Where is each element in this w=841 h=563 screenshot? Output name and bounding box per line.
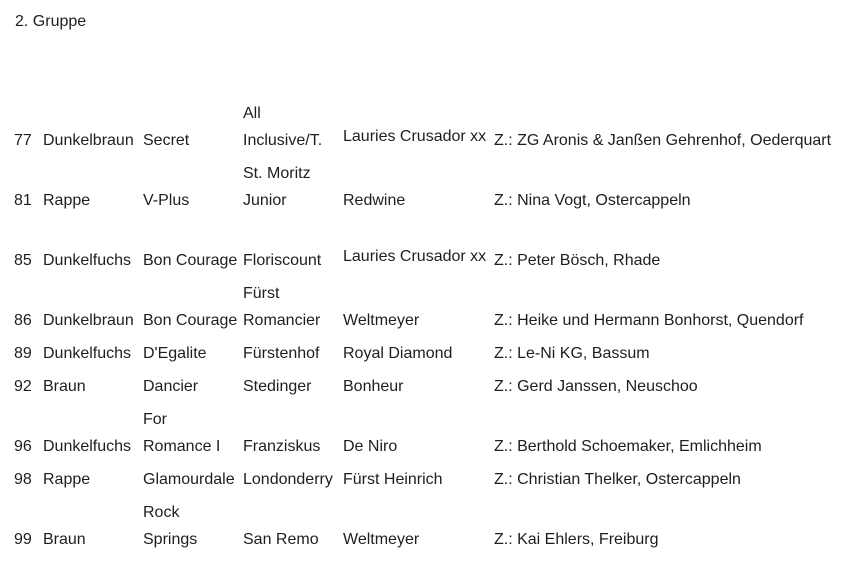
table-row: [14, 493, 839, 553]
table-row: [14, 154, 839, 214]
table-row: [14, 334, 839, 367]
table-row: [14, 367, 839, 400]
horse-name: Dancier: [143, 378, 199, 395]
horse-number: 92: [14, 378, 32, 395]
horse-dam-sire: Redwine: [343, 192, 406, 209]
horse-sire: Floriscount: [243, 252, 322, 269]
horse-dam-sire: Weltmeyer: [343, 312, 420, 329]
horse-name: For Romance I: [143, 411, 221, 455]
horse-name: Glamourdale: [143, 471, 235, 488]
horse-table: [14, 94, 839, 553]
horse-sire: Londonderry: [243, 471, 333, 488]
horse-name: Rock Springs: [143, 504, 198, 548]
table-row: [14, 460, 839, 493]
horse-name: V-Plus: [143, 192, 190, 209]
horse-color: Braun: [43, 531, 86, 548]
horse-color: Dunkelbraun: [43, 312, 134, 329]
horse-number: 89: [14, 345, 32, 362]
horse-name: Secret: [143, 132, 190, 149]
horse-color: Rappe: [43, 471, 91, 488]
horse-color: Dunkelfuchs: [43, 438, 132, 455]
horse-breeder: Z.: Gerd Janssen, Neuschoo: [494, 378, 698, 395]
horse-color: Dunkelfuchs: [43, 252, 132, 269]
horse-number: 85: [14, 252, 32, 269]
horse-breeder: Z.: Berthold Schoemaker, Emlichheim: [494, 438, 762, 455]
horse-color: Rappe: [43, 192, 91, 209]
horse-dam-sire: Weltmeyer: [343, 531, 420, 548]
horse-number: 77: [14, 132, 32, 149]
horse-number: 98: [14, 471, 32, 488]
horse-breeder: Z.: ZG Aronis & Janßen Gehrenhof, Oederquart: [494, 132, 832, 149]
horse-dam-sire: De Niro: [343, 438, 398, 455]
table-row: [14, 274, 839, 334]
horse-sire: All Inclusive/T.: [243, 105, 323, 149]
horse-dam-sire-text: Lauries Crusador xx: [343, 128, 487, 145]
group-heading: 2. Gruppe: [15, 13, 87, 30]
horse-number: 99: [14, 531, 32, 548]
horse-dam-sire: Bonheur: [343, 378, 404, 395]
horse-sire: Franziskus: [243, 438, 321, 455]
horse-breeder: Z.: Le-Ni KG, Bassum: [494, 345, 650, 362]
horse-dam-sire: [343, 94, 494, 154]
horse-breeder: Z.: Nina Vogt, Ostercappeln: [494, 192, 691, 209]
horse-sire: San Remo: [243, 531, 319, 548]
table-row: [14, 400, 839, 460]
horse-number: 86: [14, 312, 32, 329]
table-row: [14, 214, 839, 274]
horse-breeder: Z.: Peter Bösch, Rhade: [494, 252, 661, 269]
horse-dam-sire-text: Lauries Crusador xx: [343, 248, 487, 265]
horse-color: Dunkelbraun: [43, 132, 134, 149]
horse-sire: Fürst Romancier: [243, 285, 321, 329]
horse-number: 96: [14, 438, 32, 455]
horse-number: 81: [14, 192, 32, 209]
horse-dam-sire: Fürst Heinrich: [343, 471, 443, 488]
horse-dam-sire: [343, 214, 494, 274]
horse-dam-sire: Royal Diamond: [343, 345, 453, 362]
horse-breeder: Z.: Christian Thelker, Ostercappeln: [494, 471, 741, 488]
horse-name: Bon Courage: [143, 312, 238, 329]
horse-sire: St. Moritz Junior: [243, 165, 311, 209]
horse-breeder: Z.: Heike und Hermann Bonhorst, Quendorf: [494, 312, 804, 329]
horse-color: Dunkelfuchs: [43, 345, 132, 362]
horse-name: D'Egalite: [143, 345, 207, 362]
horse-breeder: Z.: Kai Ehlers, Freiburg: [494, 531, 659, 548]
table-row: [14, 94, 839, 154]
horse-name: Bon Courage: [143, 252, 238, 269]
horse-sire: Stedinger: [243, 378, 312, 395]
horse-sire: Fürstenhof: [243, 345, 320, 362]
horse-color: Braun: [43, 378, 86, 395]
